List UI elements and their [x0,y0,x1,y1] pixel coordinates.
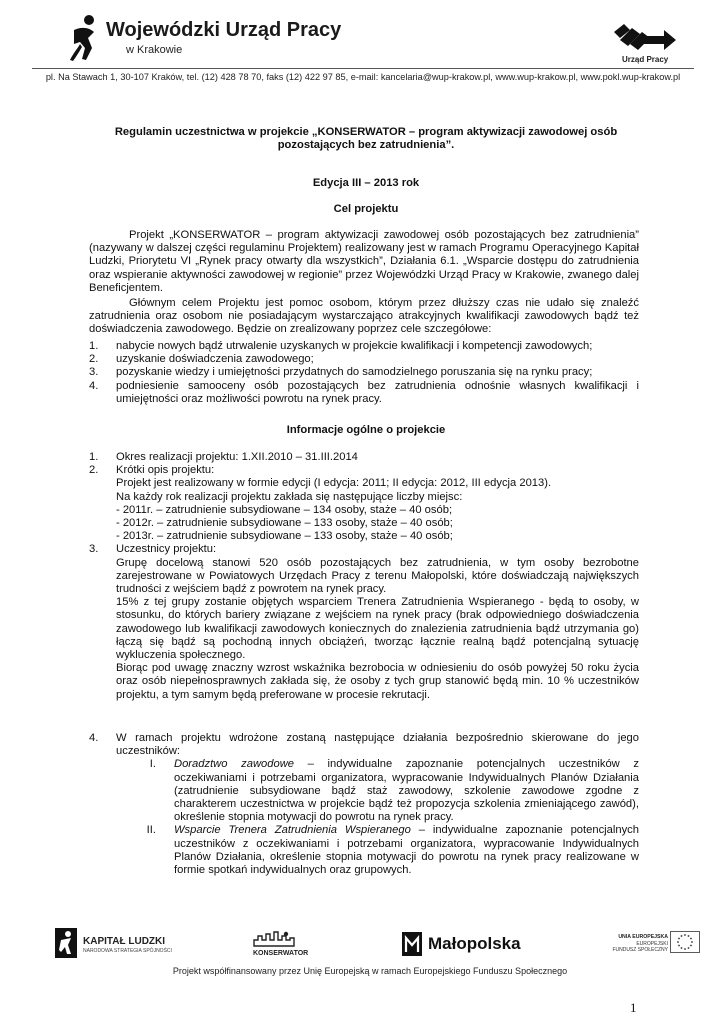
activity-title: Wsparcie Trenera Zatrudnienia Wspieranego [174,824,411,837]
malopolska-logo-text: Małopolska [428,934,521,953]
goal-heading: Cel projektu [333,203,399,215]
places-2011: - 2011r. – zatrudnienie subsydiowane – 134 osoby, staże – 40 osób; [116,503,453,516]
eu-flag-icon [670,931,700,953]
project-description-line: Projekt jest realizowany w formie edycji (I edycja: 2011; II edycja: 2012, III edycja 2013). [116,477,552,490]
participants-heading: Uczestnicy projektu: [116,543,217,556]
participants-paragraph: Grupę docelową stanowi 520 osób pozostających bez zatrudnienia, w tym osoby bezrobotne zarejestrowane w Powiatowych Urzędach Pracy z terenu Małopolski, które doświadczają największych trudności z wejściem bądź z powrotem na rynek pracy. [116,556,639,596]
list-item-number: 3. [89,543,99,556]
malopolska-logo-icon [402,932,422,956]
list-item-number: 1. [89,451,99,463]
header-divider [32,68,694,69]
activity-item [116,758,639,824]
list-item-text [116,464,639,543]
urzad-pracy-logo-text: Urząd Pracy [622,55,669,64]
document-title [80,126,652,152]
list-item-number: 4. [89,732,99,744]
document-title-line-2: pozostających bez zatrudnienia”. [277,139,455,152]
goals-list [89,340,639,406]
list-item-text: nabycie nowych bądź utrwalenie uzyskanych w projekcie kwalifikacji i kompetencji zawodowych; [116,340,593,352]
kapital-ludzki-logo-icon [55,928,77,958]
list-item-number: 2. [89,464,99,477]
intro-paragraph: Projekt „KONSERWATOR – program aktywizacji zawodowej osób pozostających bez zatrudnienia” (nazywany w dalszej części regulaminu Projektem) realizowany jest w ramach Programu Operacyjnego Kapitał Ludzki, Priorytetu VI „Rynek pracy otwarty dla wszystkich”, Działania 6.1. „Wsparcie dostępu do zatrudnienia oraz wspieranie aktywności zawodowej w regionie” przez Wojewódzki Urząd Pracy w Krakowie, zwanego dalej Beneficjentem. [89,229,639,294]
urzad-pracy-logo-icon [612,20,678,54]
list-item [89,464,639,543]
activity-text [174,758,639,824]
konserwator-logo-icon [252,930,298,948]
places-2013: - 2013r. – zatrudnienie subsydiowane – 133 osoby, staże – 40 osób; [116,530,453,543]
eu-label-line-2: EUROPEJSKI [636,941,668,947]
project-description-line: Na każdy rok realizacji projektu zakłada się następujące liczby miejsc: [116,490,463,503]
list-item-text: Okres realizacji projektu: 1.XII.2010 – 31.III.2014 [116,451,358,463]
page-number: 1 [630,1000,637,1015]
list-item [89,366,639,379]
header-contact-line: pl. Na Stawach 1, 30-107 Kraków, tel. (12) 428 78 70, faks (12) 422 97 85, e-mail: kancelaria@wup-krakow.pl, www.wup-krakow.pl, www.pokl.wup-krakow.pl [45,72,681,82]
header-org-name: Wojewódzki Urząd Pracy [106,19,342,41]
project-description-heading: Krótki opis projektu: [116,464,215,477]
list-item [89,340,639,353]
list-item-text: podniesienie samooceny osób pozostających bez zatrudnienia odnośnie własnych kwalifikacji i umiejętności oraz możliwości powrotu na rynek pracy. [116,379,639,405]
activity-title: Doradztwo zawodowe [174,758,294,771]
cofinancing-note: Projekt współfinansowany przez Unię Europejską w ramach Europejskiego Funduszu Społecznego [172,966,568,976]
list-item [89,353,639,366]
list-item-text: uzyskanie doświadczenia zawodowego; [116,353,314,366]
eu-label-line-3: FUNDUSZ SPOŁECZNY [612,947,668,953]
header-org-city: w Krakowie [126,44,183,56]
goal-paragraph: Głównym celem Projektu jest pomoc osobom, którym przez dłuższy czas nie udało się znaleźć zatrudnienia oraz osobom nie posiadającym wystarczająco atrakcyjnych kwalifikacji zawodowych bądź też doświadczenia zawodowego. Będzie on zrealizowany poprzez cele szczegółowe: [89,297,639,336]
list-item-number: 2. [89,353,99,366]
list-item [89,451,639,464]
list-item-text [116,543,639,701]
list-item [89,732,639,877]
places-2012: - 2012r. – zatrudnienie subsydiowane – 133 osoby, staże – 40 osób; [116,517,453,530]
activities-list [89,732,639,877]
eu-label-line-1: UNIA EUROPEJSKA [618,934,668,940]
list-item-number: 3. [89,366,99,379]
participants-paragraph: 15% z tej grupy zostanie objętych wsparciem Trenera Zatrudnienia Wspieranego - będą to osoby, w stosunku, do których bariery związane z wejściem na rynek pracy (brak odpowiedniego doświadczenia zawodowego lub kwalifikacji zawodowych koniecznych do znalezienia zatrudnienia bądź utrzymania go) łączą się bądź są pochodną innych obciążeń, tworząc łącznie realną bądź potencjalną sytuację wykluczenia społecznego. [116,596,639,662]
info-list [89,451,639,702]
activities-intro: W ramach projektu wdrożone zostaną następujące działania bezpośrednio skierowane do jego uczestników: [116,732,639,758]
activity-number: II. [146,824,156,837]
list-item-text [116,732,639,877]
activity-item [116,824,639,877]
activity-description: – indywidualne zapoznanie potencjalnych uczestników z oczekiwaniami i potrzebami organizatora, wypracowanie Indywidualnych Planów Działania (zatrudnienie subsydiowane bądź staż zawodowy, szkolenie zawodowe zgodne z charakterem uczestnictwa w projekcie bądź też propozycja szkolenia zmieniającego zawód), określenie stopnia motywacji do powrotu na rynek pracy. [174,758,639,824]
konserwator-logo-text: KONSERWATOR [253,950,309,957]
kapital-ludzki-title: KAPITAŁ LUDZKI [83,936,166,947]
edition-heading: Edycja III – 2013 rok [312,177,420,189]
activity-text [174,824,639,877]
document-title-line-1: Regulamin uczestnictwa w projekcie „KONSERWATOR – program aktywizacji zawodowej osób [114,126,618,138]
list-item-number: 1. [89,340,99,352]
list-item [89,543,639,701]
info-heading: Informacje ogólne o projekcie [286,424,446,436]
list-item-number: 4. [89,379,99,392]
wup-person-logo-icon [68,14,100,62]
kapital-ludzki-subtitle: NARODOWA STRATEGIA SPÓJNOŚCI [83,948,172,954]
activity-description: – indywidualne zapoznanie potencjalnych uczestników z oczekiwaniami i potrzebami organizatora, wypracowanie Indywidualnych Planów Działania, określenie stopnia motywacji do powrotu na rynek pracy realizowane w formie spotkań indywidualnych oraz grupowych. [174,824,639,877]
participants-paragraph: Biorąc pod uwagę znaczny wzrost wskaźnika bezrobocia w odniesieniu do osób powyżej 50 roku życia oraz osób niepełnosprawnych zakłada się, że osoby z tych grup stanowić będą min. 10 % uczestników projektu, a tym samym będą preferowane w procesie rekrutacji. [116,662,639,701]
activity-number: I. [149,758,156,771]
list-item-text: pozyskanie wiedzy i umiejętności przydatnych do samodzielnego poruszania się na rynku pracy; [116,366,593,379]
list-item [89,380,639,406]
